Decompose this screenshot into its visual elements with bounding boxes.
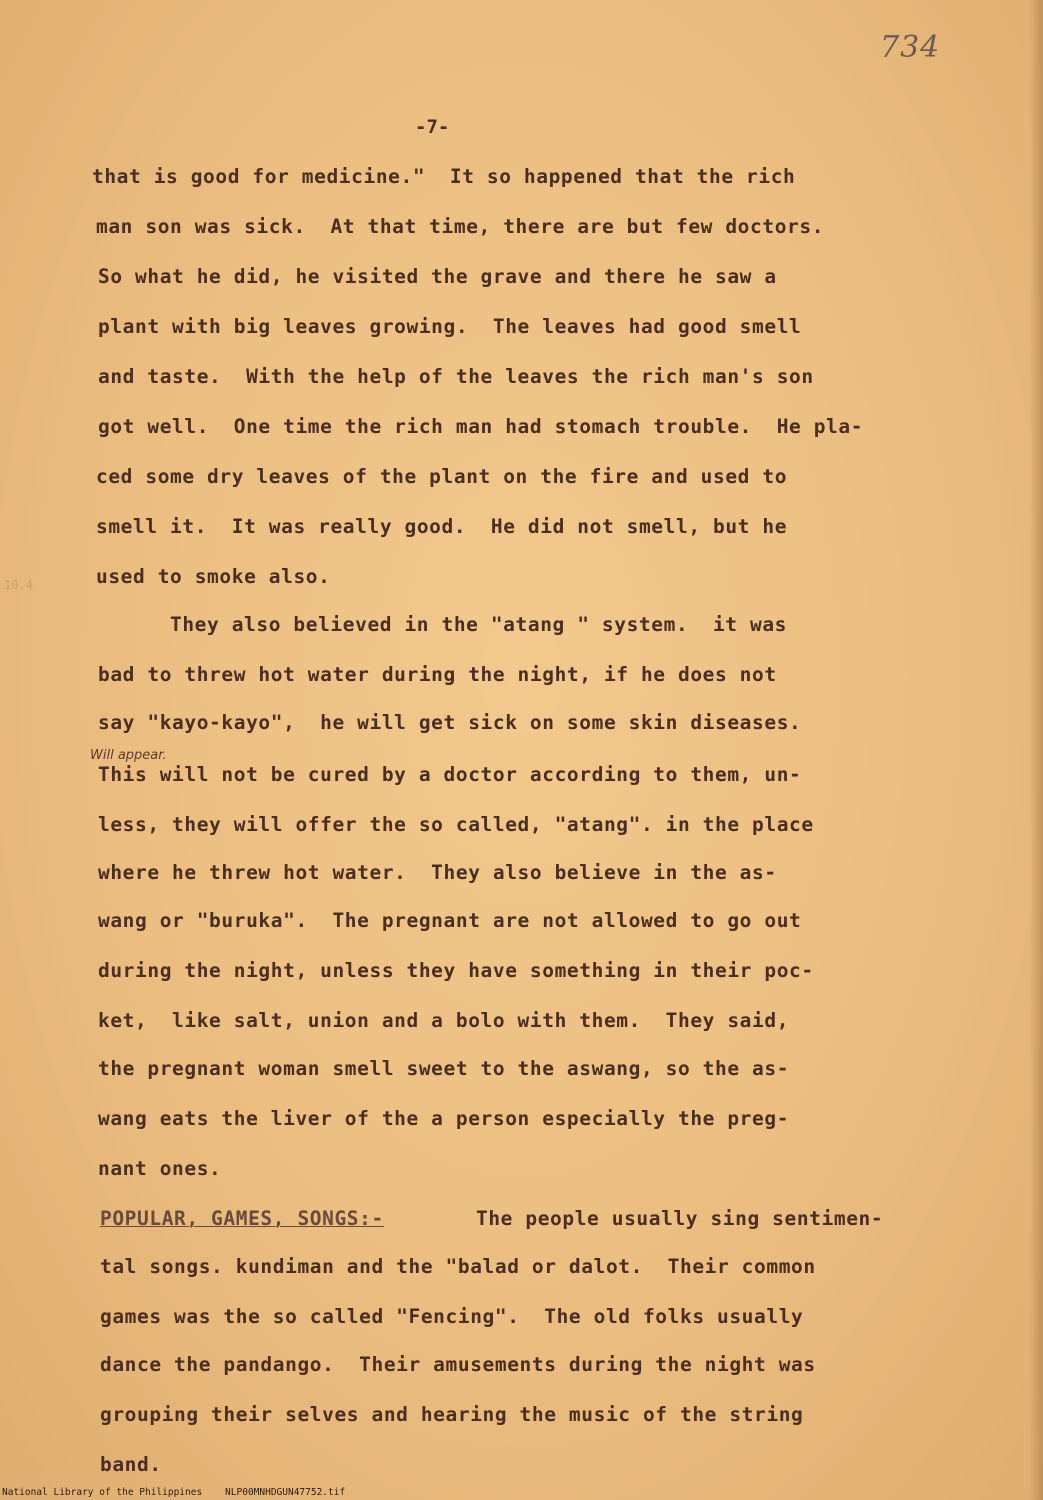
body-line: the pregnant woman smell sweet to the aswang, so the as- (98, 1057, 790, 1080)
body-line: man son was sick. At that time, there are but few doctors. (96, 215, 825, 238)
archive-number: 734 (880, 30, 941, 65)
body-line: bad to threw hot water during the night, if he does not (98, 663, 777, 686)
body-line: and taste. With the help of the leaves the rich man's son (98, 365, 814, 388)
section-line: tal songs. kundiman and the "balad or dalot. Their common (100, 1255, 816, 1278)
body-line: say "kayo-kayo", he will get sick on some skin diseases. (98, 711, 802, 734)
body-line: less, they will offer the so called, "atang". in the place (98, 813, 814, 836)
body-line: that is good for medicine." It so happened that the rich (92, 165, 796, 188)
archive-footer: National Library of the Philippines NLP00MNHDGUN47752.tif (2, 1487, 346, 1498)
body-line: nant ones. (98, 1157, 222, 1180)
body-line: ced some dry leaves of the plant on the fire and used to (96, 465, 788, 488)
section-line: band. (100, 1453, 162, 1476)
body-line: smell it. It was really good. He did not smell, but he (96, 515, 788, 538)
section-line: grouping their selves and hearing the music of the string (100, 1403, 804, 1426)
section-line: games was the so called "Fencing". The old folks usually (100, 1305, 804, 1328)
body-line: got well. One time the rich man had stomach trouble. He pla- (98, 415, 864, 438)
body-line: used to smoke also. (96, 565, 331, 588)
margin-mark: 10.4 (4, 578, 33, 592)
body-line: during the night, unless they have something in their poc- (98, 959, 814, 982)
handwritten-annotation: Will appear. (90, 748, 167, 763)
body-line: So what he did, he visited the grave and there he saw a (98, 265, 777, 288)
page-number: -7- (415, 116, 450, 138)
page-edge-shadow (1029, 0, 1043, 1500)
body-line: wang or "buruka". The pregnant are not allowed to go out (98, 909, 802, 932)
section-heading: POPULAR, GAMES, SONGS:- (100, 1207, 384, 1230)
body-line: plant with big leaves growing. The leaves had good smell (98, 315, 802, 338)
body-line: They also believed in the "atang " system. it was (170, 613, 787, 636)
body-line: ket, like salt, union and a bolo with them. They said, (98, 1009, 790, 1032)
body-line: wang eats the liver of the a person especially the preg- (98, 1107, 790, 1130)
body-line: This will not be cured by a doctor according to them, un- (98, 763, 802, 786)
section-line: The people usually sing sentimen- (476, 1207, 884, 1230)
body-line: where he threw hot water. They also believe in the as- (98, 861, 777, 884)
section-line: dance the pandango. Their amusements during the night was (100, 1353, 816, 1376)
